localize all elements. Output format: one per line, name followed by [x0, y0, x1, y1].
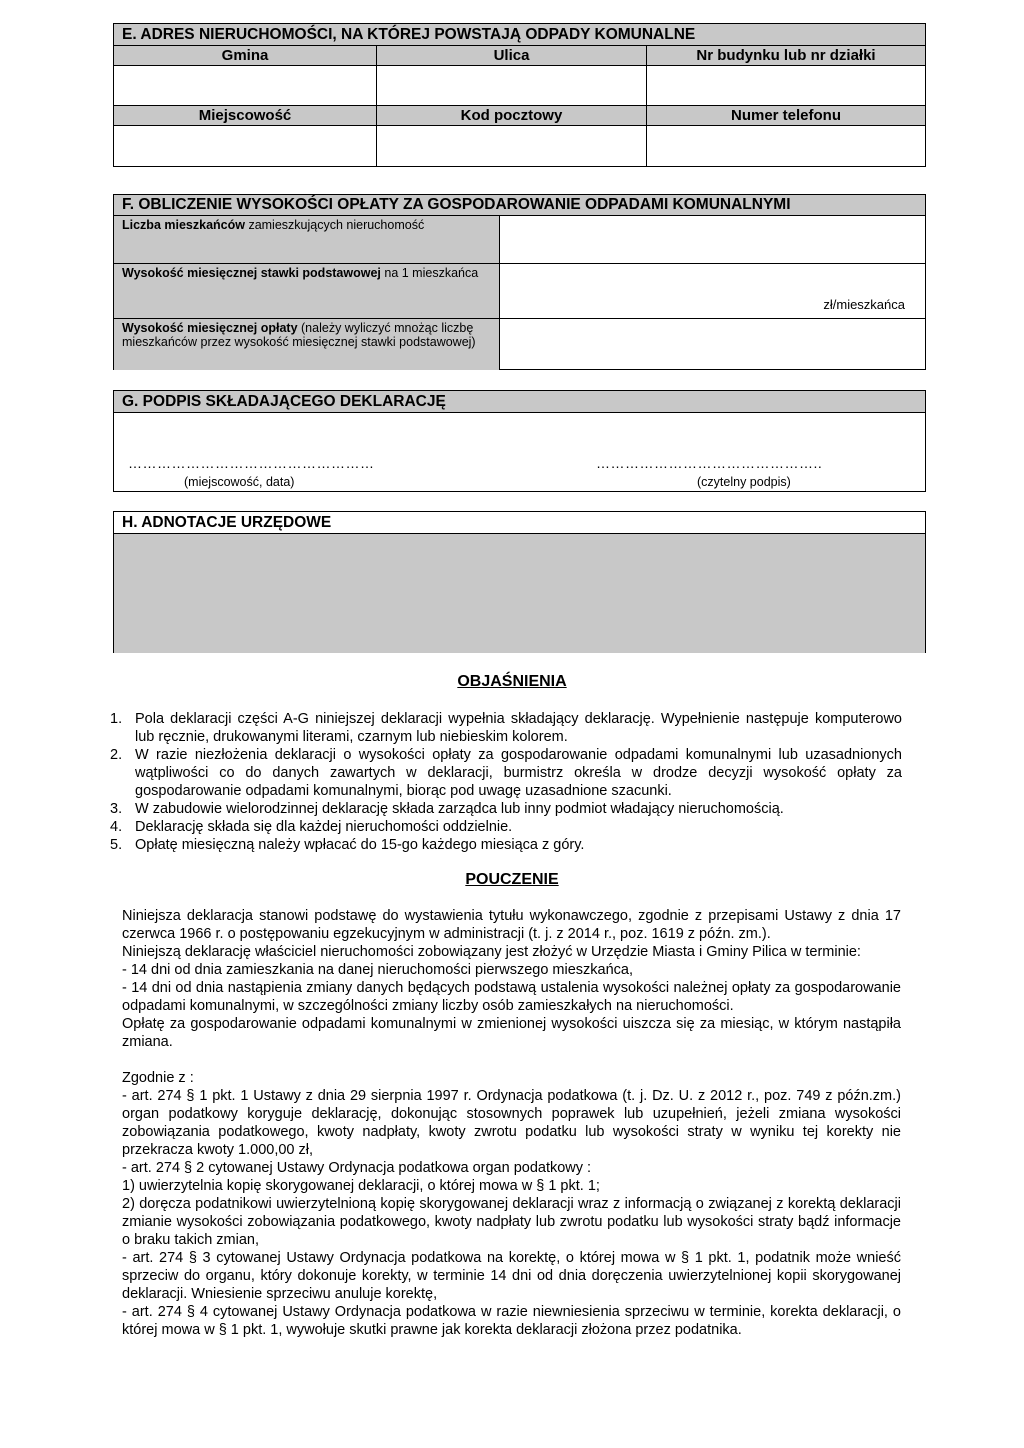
objasnienia-list [106, 710, 902, 854]
label-gmina: Gmina [114, 46, 377, 66]
paragraph: - art. 274 § 3 cytowanej Ustawy Ordynacja podatkowa na korektę, o której mowa w § 1 pkt. 1, podatnik może wnieść sprzeciw do organu, który dokonuje korekty, w terminie 14 dni od dnia doręczenia uwierzytelnionej kopii skorygowanej deklaracji. Wniesienie sprzeciwu anuluje korektę, [122, 1250, 901, 1302]
paragraph: 1) uwierzytelnia kopię skorygowanej deklaracji, o której mowa w § 1 pkt. 1; [122, 1178, 600, 1194]
pouczenie-heading: POUCZENIE [465, 871, 559, 888]
list-item: 2. W razie niezłożenia deklaracji o wysokości opłaty za gospodarowanie odpadami komunalnymi lub uzasadnionych wątpliwości co do danych zawartych w deklaracji, burmistrz określa w drodze decyzji wysokość opłaty za gospodarowanie odpadami komunalnymi, biorąc pod uwagę uzasadnione szacunki. [110, 747, 902, 799]
label-stawka-podstawowa: Wysokość miesięcznej stawki podstawowej na 1 mieszkańca [114, 264, 500, 318]
objasnienia-heading: OBJAŚNIENIA [457, 673, 567, 690]
paragraph: Opłatę za gospodarowanie odpadami komunalnymi w zmienionej wysokości uiszcza się za miesiąc, w którym nastąpiła zmiana. [122, 1016, 901, 1050]
label-kod-pocztowy: Kod pocztowy [377, 106, 647, 126]
ulica-field[interactable] [377, 66, 647, 106]
list-item: 3. W zabudowie wielorodzinnej deklarację składa zarządca lub inny podmiot władający nieruchomością. [110, 801, 784, 817]
kod-pocztowy-field[interactable] [377, 126, 647, 167]
label-ulica: Ulica [377, 46, 647, 66]
label-nr-budynku: Nr budynku lub nr działki [647, 46, 925, 66]
section-h-official-notes [113, 511, 926, 653]
date-place-line[interactable]: …………………………………………… [128, 455, 375, 471]
paragraph: 2) doręcza podatnikowi uwierzytelnioną kopię skorygowanej deklaracji wraz z informacją o związanej z korektą deklaracji zmianie wysokości zobowiązania podatkowego, kwoty nadpłaty lub zwrotu podatku lub wysokości straty bądź informacje o braku takich zmian, [122, 1196, 901, 1248]
label-numer-telefonu: Numer telefonu [647, 106, 925, 126]
paragraph: Niniejsza deklaracja stanowi podstawę do wystawienia tytułu wykonawczego, zgodnie z przepisami Ustawy z dnia 17 czerwca 1966 r. o postępowaniu egzekucyjnym w administracji (t. j. z 2014 r., poz. 1619 z późn. zm.). [122, 908, 901, 942]
section-g-title: G. PODPIS SKŁADAJĄCEGO DEKLARACJĘ [114, 391, 925, 413]
label-liczba-mieszkancow: Liczba mieszkańców zamieszkujących nieruchomość [114, 216, 500, 263]
miejscowosc-field[interactable] [114, 126, 377, 167]
numer-telefonu-field[interactable] [647, 126, 925, 167]
liczba-mieszkancow-field[interactable] [500, 216, 925, 263]
gmina-field[interactable] [114, 66, 377, 106]
paragraph: - art. 274 § 2 cytowanej Ustawy Ordynacja podatkowa organ podatkowy : [122, 1160, 592, 1176]
official-notes-area [114, 534, 925, 653]
section-e-title: E. ADRES NIERUCHOMOŚCI, NA KTÓREJ POWSTAJĄ ODPADY KOMUNALNE [114, 24, 925, 46]
paragraph: Zgodnie z : [122, 1070, 194, 1086]
list-item: 1. Pola deklaracji części A-G niniejszej deklaracji wypełnia składający deklarację. Wypełnienie następuje komputerowo lub ręcznie, drukowanymi literami, czarnym lub niebieskim kolorem. [110, 711, 902, 745]
pouczenie-text [122, 907, 901, 1339]
paragraph: - 14 dni od dnia nastąpienia zmiany danych będących podstawą ustalenia wysokości należnej opłaty za gospodarowanie odpadami komunalnymi, w szczególności zmiany liczby osób zamieszkałych na nieruchomości. [122, 980, 901, 1014]
list-item: 5. Opłatę miesięczną należy wpłacać do 15-go każdego miesiąca z góry. [110, 837, 585, 853]
signature-line[interactable]: ……………………………………….. [596, 455, 823, 471]
section-h-title: H. ADNOTACJE URZĘDOWE [114, 512, 925, 534]
miesieczna-oplata-field[interactable] [500, 319, 925, 370]
list-item: 4. Deklarację składa się dla każdej nieruchomości oddzielnie. [110, 819, 513, 835]
paragraph: - 14 dni od dnia zamieszkania na danej nieruchomości pierwszego mieszkańca, [122, 962, 633, 978]
section-g-signature [113, 390, 926, 492]
label-miejscowosc: Miejscowość [114, 106, 377, 126]
paragraph: - art. 274 § 4 cytowanej Ustawy Ordynacja podatkowa w razie niewniesienia sprzeciwu w terminie, korekta deklaracji, o której mowa w § 1 pkt. 1, wywołuje skutki prawne jak korekta deklaracji złożona przez podatnika. [122, 1304, 901, 1338]
nr-budynku-field[interactable] [647, 66, 925, 106]
section-e-address [113, 23, 926, 167]
paragraph: - art. 274 § 1 pkt. 1 Ustawy z dnia 29 sierpnia 1997 r. Ordynacja podatkowa (t. j. Dz. U. z 2012 r., poz. 749 z późn.zm.) organ podatkowy koryguje deklarację, dokonując stosownych poprawek lub uzupełnień, jeżeli zmiana wysokości zobowiązania podatkowego, kwoty nadpłaty, kwoty zwrotu podatku lub wysokości straty w wyniku tej korekty nie przekracza kwoty 1.000,00 zł, [122, 1088, 901, 1158]
unit-zl-mieszkanca: zł/mieszkańca [823, 297, 905, 312]
label-miesieczna-oplata: Wysokość miesięcznej opłaty (należy wyliczyć mnożąc liczbę mieszkańców przez wysokość miesięcznej stawki podstawowej) [114, 319, 500, 370]
section-f-calculation [113, 194, 926, 370]
stawka-podstawowa-field[interactable] [500, 264, 925, 318]
section-f-title: F. OBLICZENIE WYSOKOŚCI OPŁATY ZA GOSPODAROWANIE ODPADAMI KOMUNALNYMI [114, 195, 925, 216]
paragraph: Niniejszą deklarację właściciel nieruchomości zobowiązany jest złożyć w Urzędzie Miasta i Gminy Pilica w terminie: [122, 944, 861, 960]
caption-czytelny-podpis: (czytelny podpis) [697, 475, 791, 489]
caption-miejscowosc-data: (miejscowość, data) [184, 475, 295, 489]
